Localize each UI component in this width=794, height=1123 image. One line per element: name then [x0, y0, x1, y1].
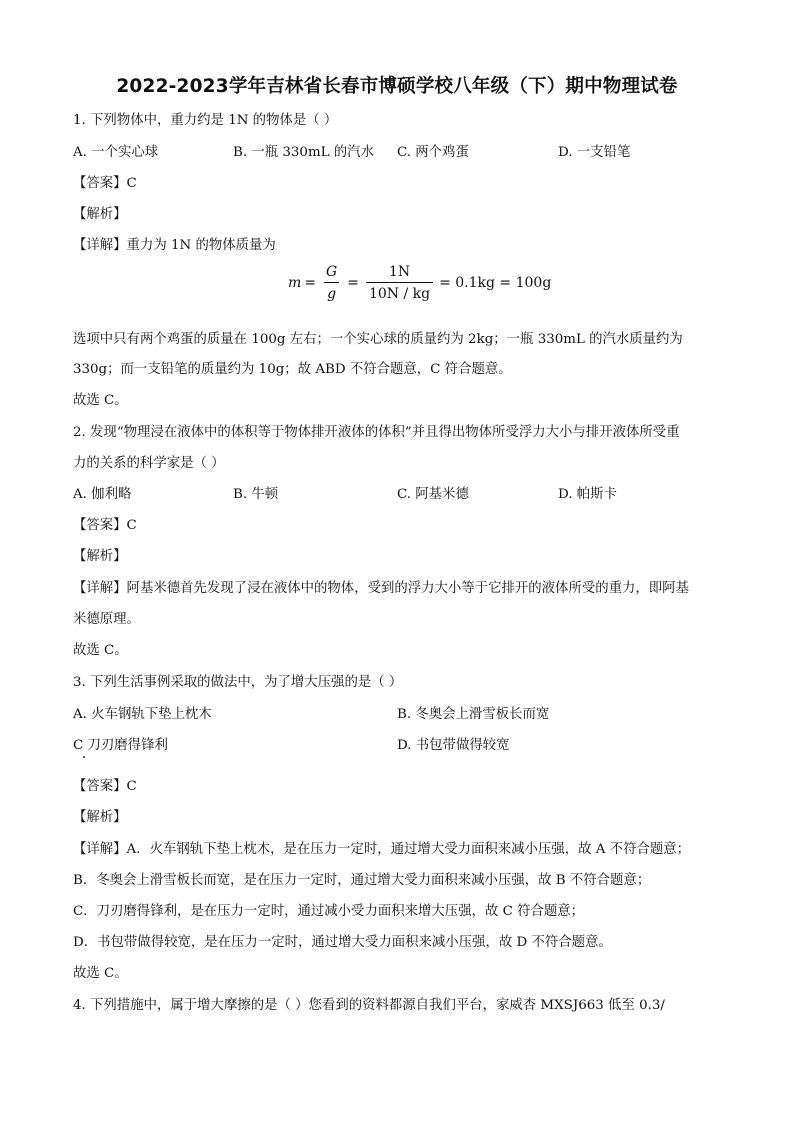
question-2-option-b: B. 牛顿: [233, 487, 279, 502]
question-1-detail: 【详解】重力为 1N 的物体质量为: [73, 238, 276, 253]
formula-rhs: = 0.1kg = 100g: [439, 275, 552, 291]
question-3-detail-c: C．刀刃磨得锋利，是在压力一定时，通过减小受力面积来增大压强，故 C 符合题意；: [73, 904, 585, 919]
question-1-option-a: A. 一个实心球: [73, 145, 159, 160]
question-1-answer: 【答案】C: [73, 176, 137, 191]
question-1-option-d: D. 一支铅笔: [558, 145, 631, 160]
formula-eq2: =: [347, 275, 359, 291]
question-2-analysis: 【解析】: [73, 549, 127, 564]
question-2-stem-line-1: 2. 发现“物理浸在液体中的体积等于物体排开液体的体积”并且得出物体所受浮力大小与排开液体所受重: [73, 425, 680, 440]
stray-dot: [83, 756, 85, 758]
question-1-explain-line-1: 选项中只有两个鸡蛋的质量在 100g 左右；一个实心球的质量约为 2kg；一瓶 330mL 的汽水质量约为: [73, 332, 683, 347]
formula-den2: 10N / kg: [366, 282, 433, 302]
formula-eq1: =: [304, 275, 317, 291]
formula-fraction-1: [323, 264, 340, 302]
page-title: 2022-2023学年吉林省长春市博硕学校八年级（下）期中物理试卷: [116, 76, 678, 97]
question-2-stem-line-2: 力的关系的科学家是（ ）: [73, 456, 225, 471]
mass-formula: [288, 264, 551, 302]
question-1-option-c: C. 两个鸡蛋: [397, 145, 469, 160]
question-2-conclusion: 故选 C。: [73, 643, 128, 658]
question-4-stem: 4. 下列措施中，属于增大摩擦的是（ ）您看到的资料都源自我们平台，家威杏 MXSJ663 低至 0.3/: [73, 998, 665, 1013]
formula-num1: G: [326, 264, 338, 280]
question-3-option-d: D. 书包带做得较宽: [397, 738, 510, 753]
question-2-detail-line-2: 米德原理。: [73, 612, 140, 627]
question-1-stem: 1. 下列物体中，重力约是 1N 的物体是（ ）: [73, 113, 338, 128]
question-3-option-b: B. 冬奥会上滑雪板长而宽: [397, 707, 550, 722]
question-3-detail-b: B．冬奥会上滑雪板长而宽，是在压力一定时，通过增大受力面积来减小压强，故 B 不符合题意；: [73, 873, 651, 888]
formula-fraction-2: [366, 264, 433, 302]
question-1-conclusion: 故选 C。: [73, 393, 128, 408]
question-3-conclusion: 故选 C。: [73, 966, 128, 981]
question-2-option-d: D. 帕斯卡: [558, 487, 617, 502]
question-2-option-c: C. 阿基米德: [397, 487, 469, 502]
question-3-answer: 【答案】C: [73, 779, 137, 794]
question-3-option-c: C 刀刃磨得锋利: [73, 738, 168, 753]
formula-lhs: m: [288, 275, 302, 291]
question-3-stem: 3. 下列生活事例采取的做法中，为了增大压强的是（ ）: [73, 675, 403, 690]
question-1-explain-line-2: 330g；而一支铅笔的质量约为 10g；故 ABD 不符合题意，C 符合题意。: [73, 362, 512, 377]
question-2-answer: 【答案】C: [73, 518, 137, 533]
question-1-analysis: 【解析】: [73, 207, 127, 222]
question-3-option-a: A. 火车钢轨下垫上枕木: [73, 707, 212, 722]
question-2-detail-line-1: 【详解】阿基米德首先发现了浸在液体中的物体，受到的浮力大小等于它排开的液体所受的重力，即阿基: [73, 581, 689, 596]
formula-den1: g: [324, 282, 339, 302]
question-3-analysis: 【解析】: [73, 810, 127, 825]
question-1-option-b: B. 一瓶 330mL 的汽水: [233, 145, 374, 160]
formula-num2: 1N: [388, 264, 411, 280]
question-3-detail-a: 【详解】A．火车钢轨下垫上枕木，是在压力一定时，通过增大受力面积来减小压强，故 A 不符合题意；: [73, 842, 691, 857]
question-3-detail-d: D．书包带做得较宽，是在压力一定时，通过增大受力面积来减小压强，故 D 不符合题意。: [73, 935, 612, 950]
question-2-option-a: A. 伽利略: [73, 487, 132, 502]
